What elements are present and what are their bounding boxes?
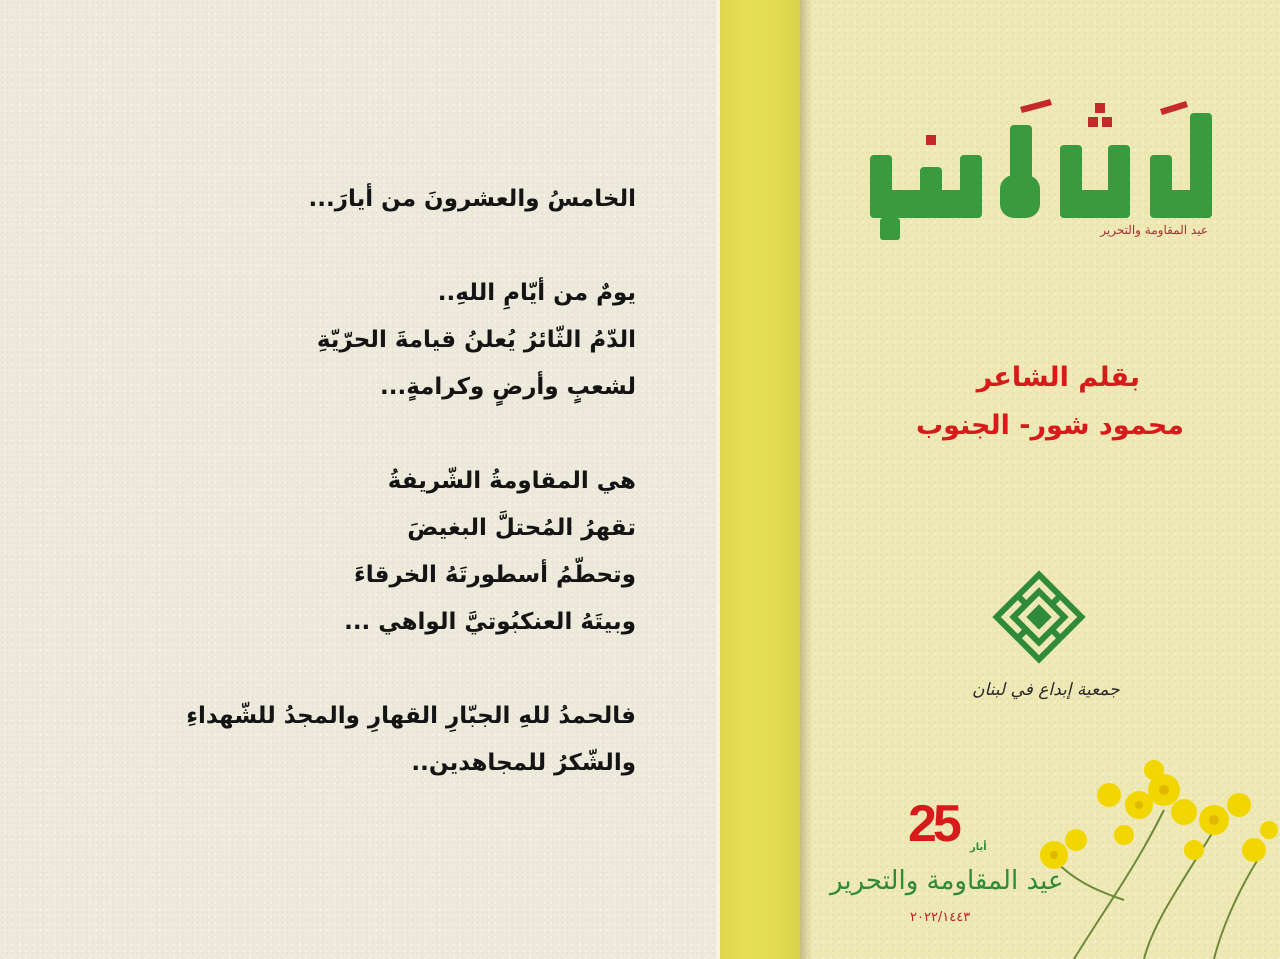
author-name: محمود شور- الجنوب: [915, 410, 1184, 441]
stanza-3: [116, 458, 636, 646]
poem-line: تقهرُ المُحتلَّ البغيضَ: [407, 515, 636, 541]
author-label: بقلم الشاعر: [976, 362, 1140, 393]
yellow-flowers-icon: [1014, 750, 1280, 959]
title-block: [860, 95, 1220, 255]
badge-digit-5: 5: [932, 795, 958, 853]
poem-line: والشّكرُ للمجاهدين..: [411, 750, 636, 776]
stanza-1: [116, 176, 636, 223]
poem-line: يومٌ من أيّامِ اللهِ..: [437, 280, 636, 306]
stanza-4: [116, 693, 636, 787]
cover-page: [800, 0, 1280, 959]
spine-shadow: [800, 0, 812, 959]
poem-line: الخامسُ والعشرونَ من أيارَ...: [308, 186, 636, 212]
poem-line: الدّمُ الثّائرُ يُعلنُ قيامةَ الحرّيّةِ: [316, 327, 636, 353]
poem-line: هي المقاومةُ الشّريفةُ: [387, 468, 636, 494]
date-badge: [908, 795, 1008, 858]
book-spine: [720, 0, 800, 959]
poem-line: فالحمدُ للهِ الجبّارِ القهارِ والمجدُ للشّهداءِ: [186, 703, 636, 729]
badge-digit-2: 2: [908, 795, 933, 853]
holiday-date: ٢٠٢٢/١٤٤٣: [910, 910, 971, 925]
poem-line: لشعبٍ وأرضٍ وكرامةٍ...: [379, 374, 636, 400]
title-caption: عيد المقاومة والتحرير: [1100, 223, 1208, 237]
kufic-square-emblem-icon: [992, 570, 1086, 664]
poem-line: وبيتَهُ العنكبُوتيَّ الواهي ...: [344, 609, 636, 635]
badge-number: [908, 795, 958, 853]
stanza-2: [116, 270, 636, 411]
association-name: جمعية إبداع في لبنان: [972, 680, 1120, 700]
poem-text: [116, 176, 636, 787]
badge-month: أيار: [970, 842, 987, 853]
poem-line: وتحطّمُ أسطورتَهُ الخرقاءَ: [354, 562, 636, 588]
holiday-name: عيد المقاومة والتحرير: [830, 866, 1064, 896]
